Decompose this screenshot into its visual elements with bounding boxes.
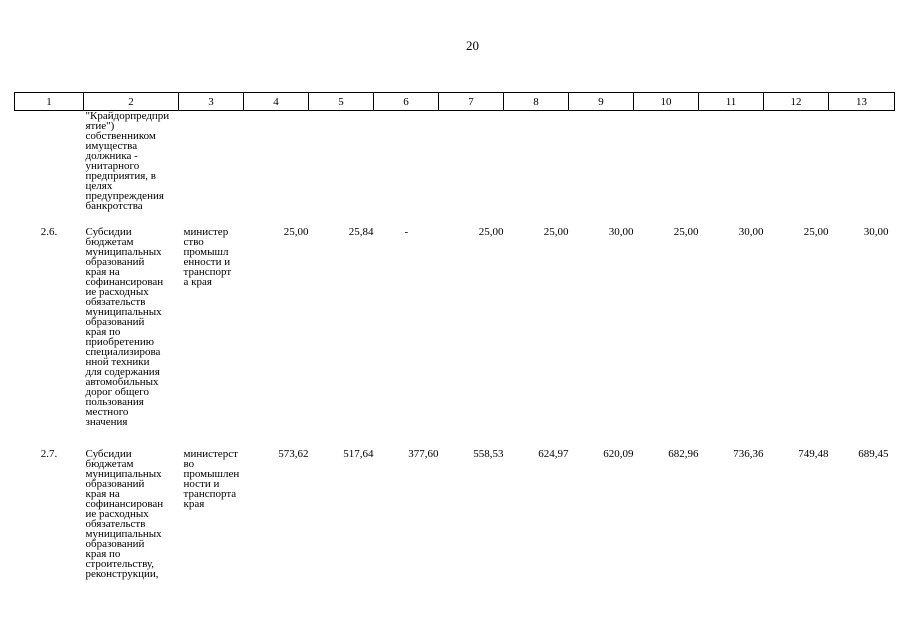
- value-cell: 30,00: [608, 225, 634, 238]
- value-cell: 558,53: [473, 447, 504, 460]
- header-row: [15, 93, 895, 111]
- column-header: 1: [15, 93, 84, 111]
- budget-table: [14, 92, 895, 596]
- column-header: 2: [84, 93, 179, 111]
- value-cell: 25,00: [283, 225, 309, 238]
- table-row: [15, 446, 895, 596]
- column-header: 8: [504, 93, 569, 111]
- page-number: 20: [466, 38, 479, 53]
- value-cell: 682,96: [668, 447, 699, 460]
- column-header: 10: [634, 93, 699, 111]
- value-cell: 30,00: [863, 225, 889, 238]
- value-cell: 25,00: [478, 225, 504, 238]
- column-header: 3: [179, 93, 244, 111]
- column-header: 13: [829, 93, 895, 111]
- column-header: 12: [764, 93, 829, 111]
- value-cell: 25,00: [673, 225, 699, 238]
- column-header: 4: [244, 93, 309, 111]
- value-cell: 25,84: [348, 225, 374, 238]
- continuation-row: [15, 111, 895, 224]
- value-cell: 620,09: [603, 447, 634, 460]
- value-cell: 30,00: [738, 225, 764, 238]
- row-description: Субсидии бюджетам муниципальных образований края на софинансирован ие расходных обязательств муниципальных образований края по строительству, реконструкции,: [85, 447, 164, 580]
- table-row: [15, 224, 895, 446]
- row-number: 2.6.: [40, 225, 58, 238]
- value-cell: 573,62: [278, 447, 309, 460]
- column-header: 11: [699, 93, 764, 111]
- value-cell: -: [404, 225, 409, 238]
- row-executor: министер ство промышл енности и транспорт а края: [183, 225, 232, 288]
- row-number: 2.7.: [40, 447, 58, 460]
- column-header: 9: [569, 93, 634, 111]
- value-cell: 377,60: [408, 447, 439, 460]
- column-header: 6: [374, 93, 439, 111]
- value-cell: 736,36: [733, 447, 764, 460]
- value-cell: 689,45: [858, 447, 889, 460]
- column-header: 7: [439, 93, 504, 111]
- value-cell: 624,97: [538, 447, 569, 460]
- value-cell: 749,48: [798, 447, 829, 460]
- continuation-text: "Крайдорпредпри ятие") собственником имущества должника - унитарного предприятия, в целях предупреждения банкротства: [85, 110, 170, 212]
- column-header: 5: [309, 93, 374, 111]
- value-cell: 25,00: [543, 225, 569, 238]
- value-cell: 517,64: [343, 447, 374, 460]
- value-cell: 25,00: [803, 225, 829, 238]
- row-description: Субсидии бюджетам муниципальных образований края на софинансирован ие расходных обязательств муниципальных образований края по приобретению специализирова нной техники для содержания автомобильных дорог общего пользования местного значения: [85, 225, 164, 428]
- row-executor: министерст во промышлен ности и транспорта края: [183, 447, 240, 510]
